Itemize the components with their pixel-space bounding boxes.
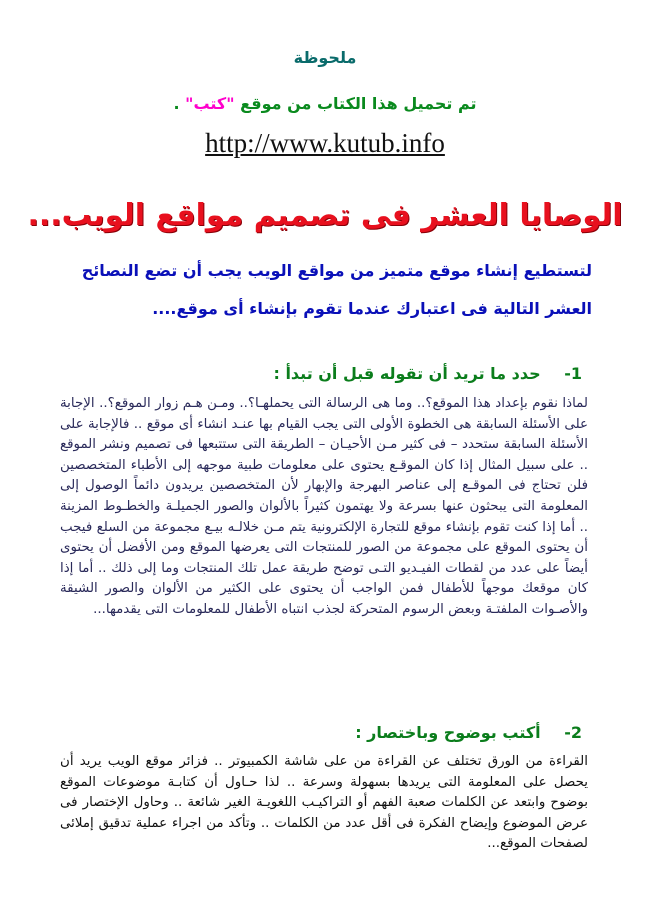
section-number-2: 2-: [564, 723, 582, 742]
document-title: الوصايا العشر فى تصميم مواقع الويب...: [27, 198, 623, 233]
section-number-1: 1-: [564, 364, 582, 383]
download-prefix: تم تحميل هذا الكتاب من موقع: [240, 94, 477, 113]
source-url-link[interactable]: http://www.kutub.info: [205, 128, 445, 158]
section-heading-1: [273, 364, 582, 383]
note-label: ملحوظة: [293, 48, 357, 67]
section-body-2: القراءة من الورق تختلف عن القراءة من على شاشة الكمبيوتر .. فزائر موقع الويب يريد أن يحصل على المعلومة التى يريدها بسهولة وسرعة .. لذا حـاول أن كتابـة موضوعات الموقع بوضوح وابتعد عن الكلمات صعبة الفهم أو التراكيـب اللغويـة الغير شائعة .. وحاول الإختصار فى عرض الموضوع وإيضاح الفكرة فى أقل عدد من الكلمات .. وتأكد من اجراء عملية تدقيق إملائى لصفحات الموقع...: [60, 754, 588, 852]
section-heading-2: [355, 723, 582, 742]
download-notice: [0, 94, 650, 113]
section-title-2: أكتب بوضوح وباختصار :: [355, 723, 541, 742]
download-suffix: .: [173, 94, 180, 113]
section-body-1: لماذا نقوم بإعداد هذا الموقع؟.. وما هى الرسالة التى يحملهـا؟.. ومـن هـم زوار الموقع؟.. الإجابة على الأسئلة السابقة هى الخطوة الأولى التى يجب القيام بها عنـد انشاء أى موقع .. فالإجابة على الأسئلة السابقة ستحدد – فى كثير مـن الأحيـان – الطريقة التى ستتبعها فى تصميم ونشر الموقع .. على سبيل المثال إذا كان الموقـع يحتوى على معلومات طبية موجهه إلى الأطباء المتخصصين فلن تحتاج فى الموقـع إلى عناصر البهرجة والإبهار لأن المتخصصين يريدون دائماً الوصول إلى المعلومة التى يبحثون عنها بسرعة ولا يهتمون كثيراً بالألوان والصور الجميلـة والخطـوط المزينة .. أما إذا كنت تقوم بإنشاء موقع للتجارة الإلكترونية يتم مـن خلالـه بيـع مجموعة من السلع فيجب أن يحتوى الموقع على مجموعة من الصور للمنتجات التى يعرضها الموقع ومن الأفضل أن يحتوى أيضاً على عدد من لقطات الفيـديو التـى توضح طريقة عمل تلك المنتجات وما إلى ذلك .. أما إذا كان موقعك موجهاً للأطفال فمن الواجب أن يحتوى على الكثير من الألوان والصور الشيقة والأصـوات الملفتـة وبعض الرسوم المتحركة لجذب انتباه الأطفال للمعلومات التى يقدمها...: [60, 396, 588, 617]
section-title-1: حدد ما تريد أن تقوله قبل أن تبدأ :: [273, 364, 541, 383]
intro-paragraph: لتستطيع إنشاء موقع متميز من مواقع الويب يجب أن تضع النصائح العشر التالية فى اعتبارك عندما تقوم بإنشاء أى موقع....: [81, 261, 592, 318]
site-name: "كتب": [185, 94, 235, 113]
